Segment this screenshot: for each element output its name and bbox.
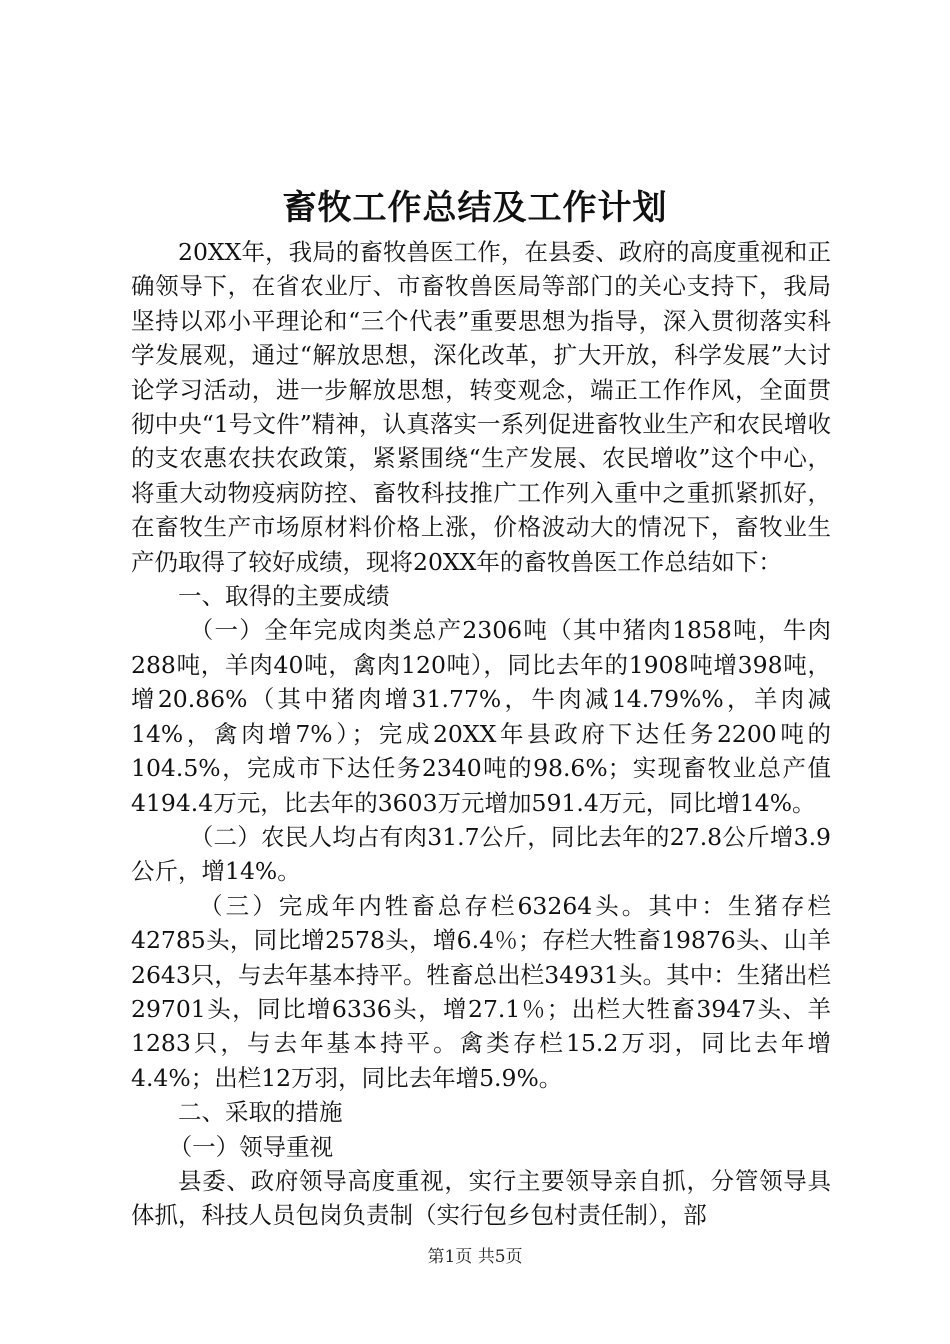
subheading-leadership: （一）领导重视 bbox=[168, 1132, 334, 1161]
leadership-paragraph: 县委、政府领导高度重视，实行主要领导亲自抓，分管领导具体抓，科技人员包岗负责制（实行包乡包村责任制），部 bbox=[131, 1166, 831, 1230]
section-heading-achievements: 一、取得的主要成绩 bbox=[178, 582, 390, 611]
page-footer: 第1页 共5页 bbox=[427, 1247, 523, 1267]
document-title: 畜牧工作总结及工作计划 bbox=[282, 188, 668, 228]
document-body bbox=[131, 235, 831, 1233]
intro-paragraph: 20XX年，我局的畜牧兽医工作，在县委、政府的高度重视和正确领导下，在省农业厅、市畜牧兽医局等部门的关心支持下，我局坚持以邓小平理论和“三个代表”重要思想为指导，深入贯彻落实科学发展观，通过“解放思想，深化改革，扩大开放，科学发展”大讨论学习活动，进一步解放思想，转变观念，端正工作作风，全面贯彻中央“1号文件”精神，认真落实一系列促进畜牧业生产和农民增收的支农惠农扶农政策，紧紧围绕“生产发展、农民增收”这个中心，将重大动物疫病防控、畜牧科技推广工作列入重中之重抓紧抓好，在畜牧生产市场原材料价格上涨，价格波动大的情况下，畜牧业生产仍取得了较好成绩，现将20XX年的畜牧兽医工作总结如下： bbox=[131, 238, 831, 576]
achievement-paragraph-2: （二）农民人均占有肉31.7公斤，同比去年的27.8公斤增3.9公斤，增14%。 bbox=[131, 822, 831, 886]
achievement-paragraph-3: （三）完成年内牲畜总存栏63264头。其中：生猪存栏42785头，同比增2578头，增6.4％；存栏大牲畜19876头、山羊2643只，与去年基本持平。牲畜总出栏34931头。其中：生猪出栏29701头，同比增6336头，增27.1％；出栏大牲畜3947头、羊1283只，与去年基本持平。禽类存栏15.2万羽，同比去年增4.4%；出栏12万羽，同比去年增5.9%。 bbox=[131, 891, 831, 1092]
achievement-paragraph-1: （一）全年完成肉类总产2306吨（其中猪肉1858吨，牛肉288吨，羊肉40吨，禽肉120吨），同比去年的1908吨增398吨，增20.86%（其中猪肉增31.77%，牛肉减14.79%%，羊肉减14%，禽肉增7%）；完成20XX年县政府下达任务2200吨的104.5%，完成市下达任务2340吨的98.6%；实现畜牧业总产值4194.4万元，比去年的3603万元增加591.4万元，同比增14%。 bbox=[131, 616, 831, 817]
section-heading-measures: 二、采取的措施 bbox=[178, 1098, 343, 1127]
